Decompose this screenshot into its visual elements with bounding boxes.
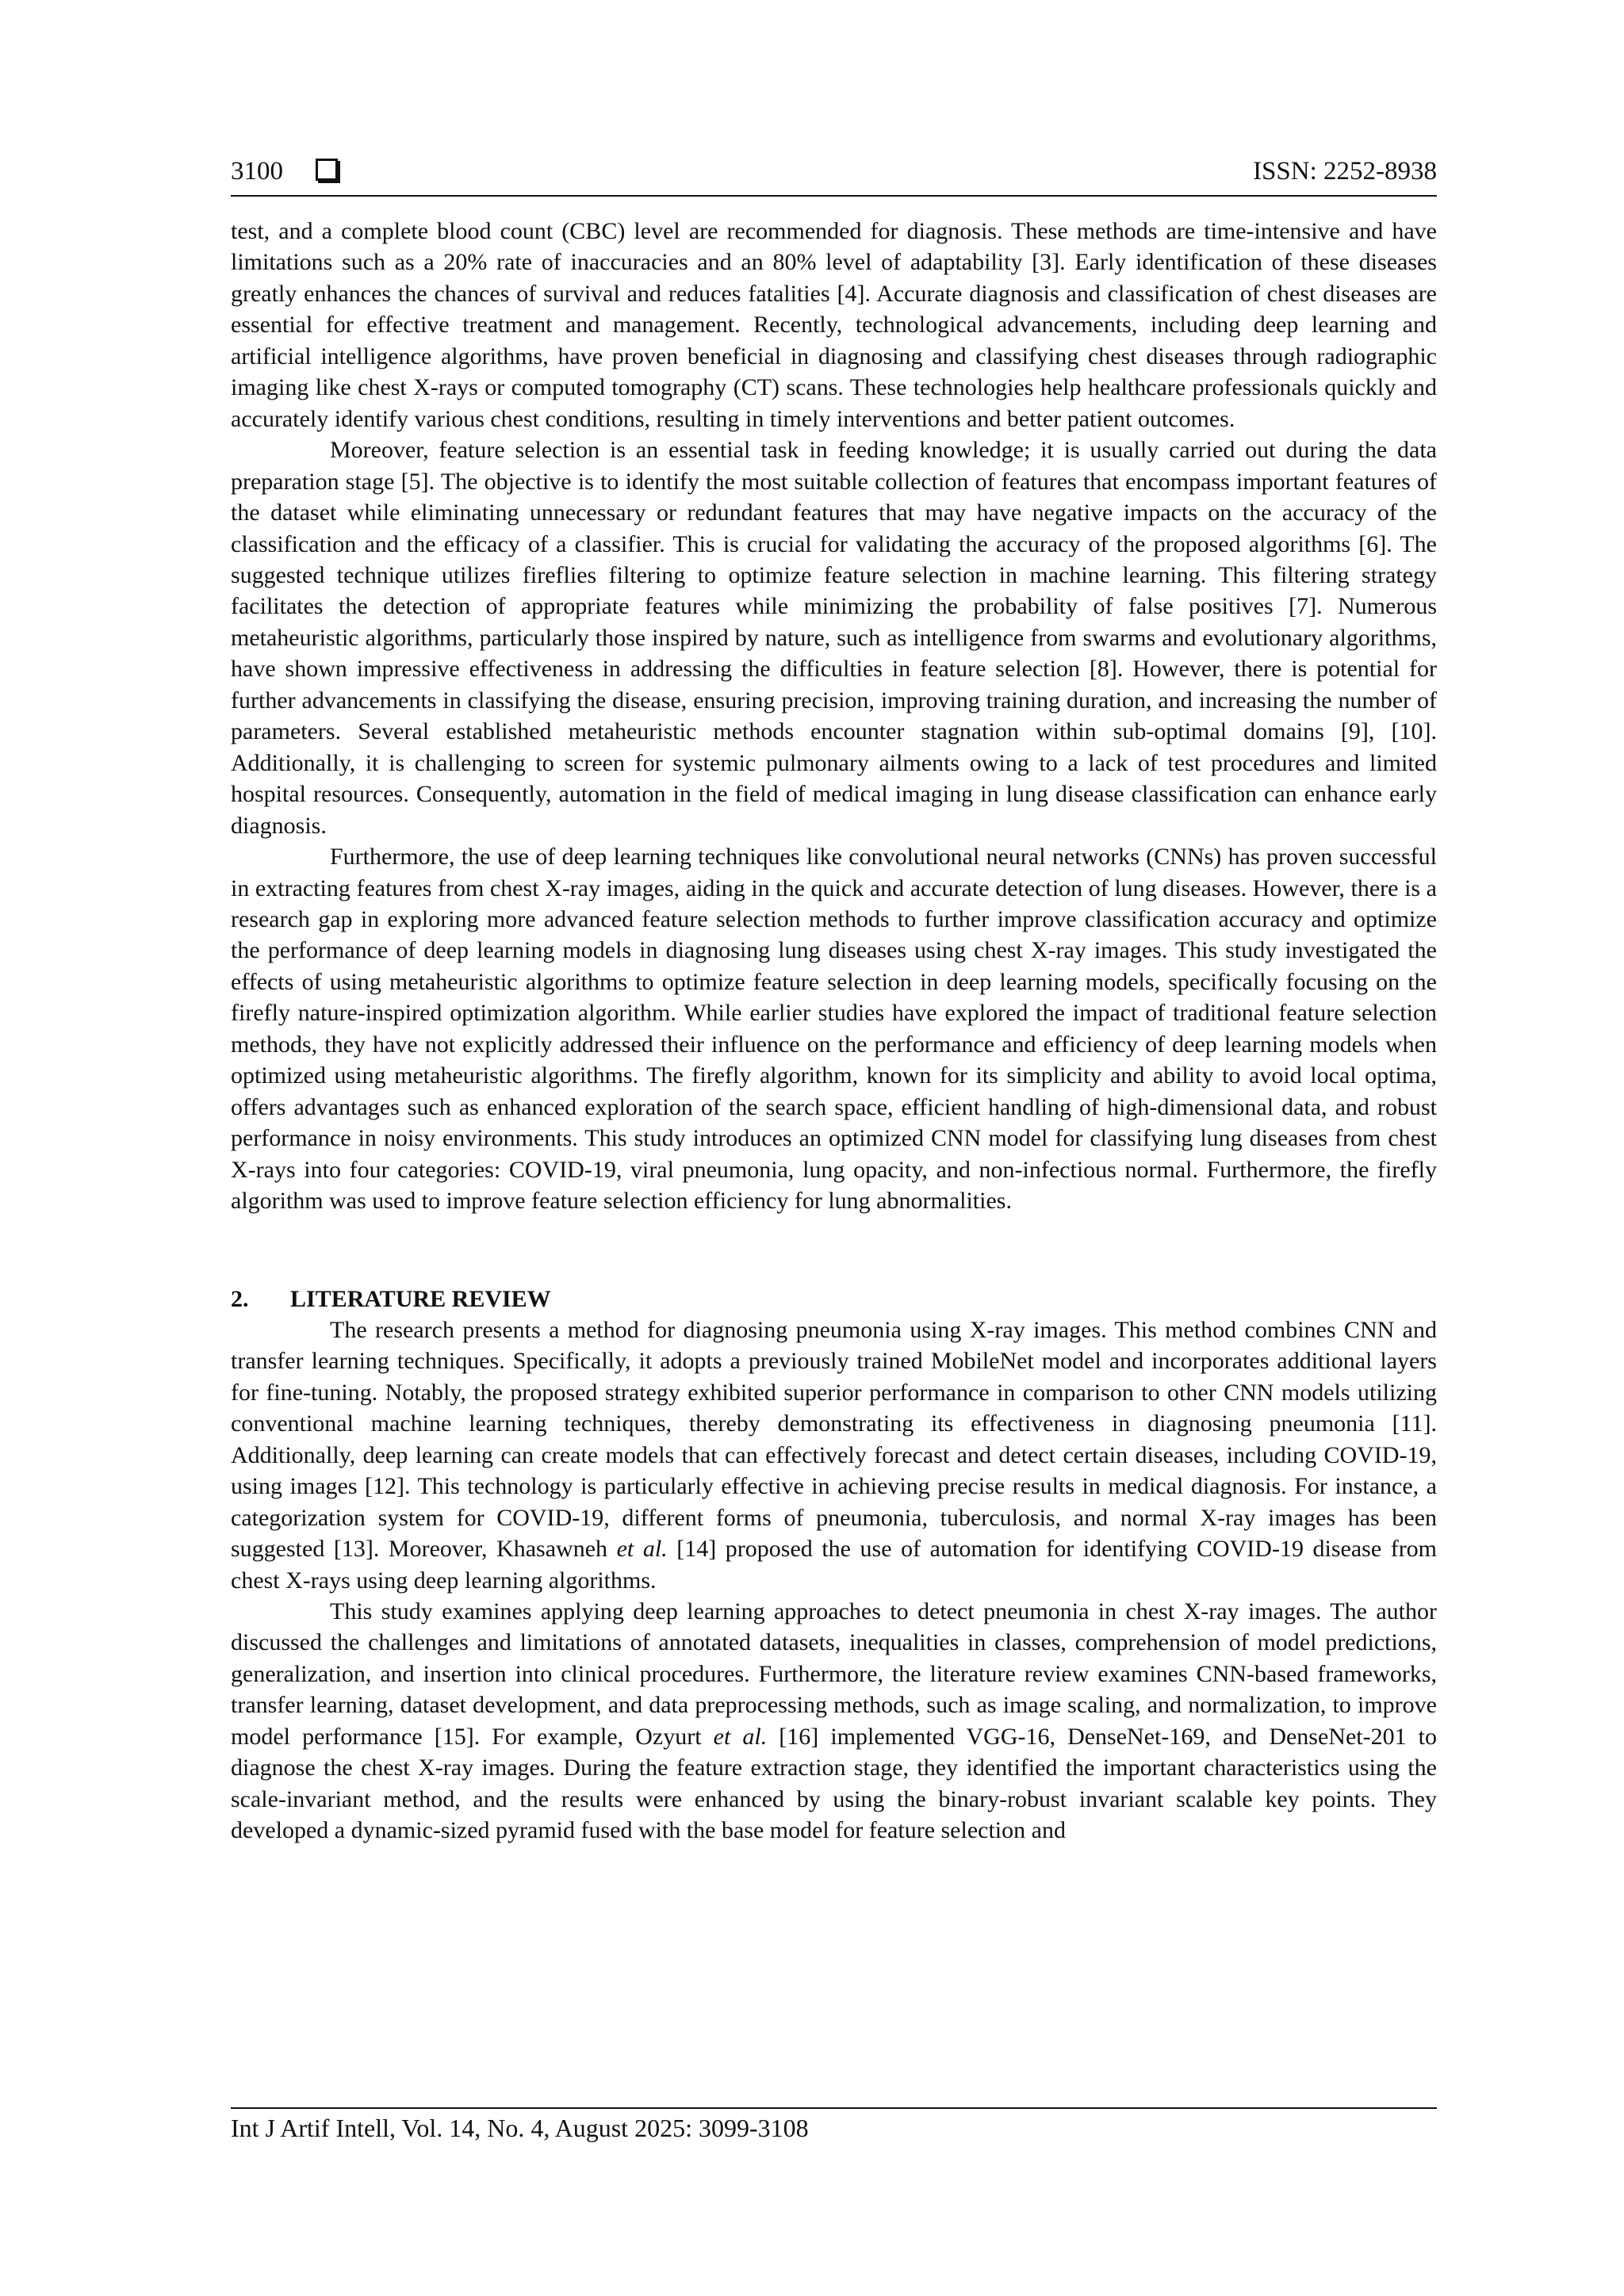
page-number: 3100 — [231, 157, 283, 186]
paragraph-4-text-a: The research presents a method for diagnosing pneumonia using X-ray images. This method combines CNN and transfer learning techniques. Specifically, it adopts a previously trained MobileNet model and incorporates additional layers for fine-tuning. Notably, the proposed strategy exhibited superior performance in comparison to other CNN models utilizing conventional machine learning techniques, thereby demonstrating its effectiveness in diagnosing pneumonia [11]. Additionally, deep learning can create models that can effectively forecast and detect certain diseases, including COVID-19, using images [12]. This technology is particularly effective in achieving precise results in medical diagnosis. For instance, a categorization system for COVID-19, different forms of pneumonia, tuberculosis, and normal X-ray images has been suggested [13]. Moreover, Khasawneh — [231, 1316, 1437, 1563]
footer-divider — [231, 2107, 1437, 2109]
paragraph-2: Moreover, feature selection is an essential task in feeding knowledge; it is usually carried out during the data preparation stage [5]. The objective is to identify the most suitable collection of features that encompass important features of the dataset while eliminating unnecessary or redundant features that may have negative impacts on the accuracy of the classification and the efficacy of a classifier. This is crucial for validating the accuracy of the proposed algorithms [6]. The suggested technique utilizes fireflies filtering to optimize feature selection in machine learning. This filtering strategy facilitates the detection of appropriate features while minimizing the probability of false positives [7]. Numerous metaheuristic algorithms, particularly those inspired by nature, such as intelligence from swarms and evolutionary algorithms, have shown impressive effectiveness in addressing the difficulties in feature selection [8]. However, there is potential for further advancements in classifying the disease, ensuring precision, improving training duration, and increasing the number of parameters. Several established metaheuristic methods encounter stagnation within sub-optimal domains [9], [10]. Additionally, it is challenging to screen for systemic pulmonary ailments owing to a lack of test procedures and limited hospital resources. Consequently, automation in the field of medical imaging in lung disease classification can enhance early diagnosis. — [231, 437, 1437, 839]
issn-label: ISSN: 2252-8938 — [1253, 157, 1437, 186]
section-title: LITERATURE REVIEW — [290, 1285, 551, 1312]
footer-citation: Int J Artif Intell, Vol. 14, No. 4, August 2025: 3099-3108 — [231, 2114, 809, 2142]
checkbox-icon — [316, 159, 338, 181]
page-header — [231, 155, 1437, 192]
paragraph-4 — [231, 1314, 1437, 1596]
paragraph-1: test, and a complete blood count (CBC) level are recommended for diagnosis. These methods are time-intensive and have limitations such as a 20% rate of inaccuracies and an 80% level of adaptability [3]. Early identification of these diseases greatly enhances the chances of survival and reduces fatalities [4]. Accurate diagnosis and classification of chest diseases are essential for effective treatment and management. Recently, technological advancements, including deep learning and artificial intelligence algorithms, have proven beneficial in diagnosing and classifying chest diseases through radiographic imaging like chest X-rays or computed tomography (CT) scans. These technologies help healthcare professionals quickly and accurately identify various chest conditions, resulting in timely interventions and better patient outcomes. — [231, 218, 1437, 432]
section-heading — [231, 1284, 1437, 1314]
main-text — [231, 216, 1437, 1846]
section-number: 2. — [231, 1285, 249, 1312]
paragraph-4-etal: et al. — [616, 1536, 668, 1563]
paragraph-5-text-b: [16] implemented VGG-16, DenseNet-169, and DenseNet-201 to diagnose the chest X-ray images. During the feature extraction stage, they identified the important characteristics using the scale-invariant method, and the results were enhanced by using the binary-robust invariant scalable key points. They developed a dynamic-sized pyramid fused with the base model for feature selection and — [231, 1723, 1438, 1844]
header-divider — [231, 195, 1437, 197]
paragraph-4-text-b: [14] proposed the use of automation for identifying COVID-19 disease from chest X-rays using deep learning algorithms. — [231, 1536, 1438, 1594]
paragraph-3: Furthermore, the use of deep learning techniques like convolutional neural networks (CNNs) has proven successful in extracting features from chest X-ray images, aiding in the quick and accurate detection of lung diseases. However, there is a research gap in exploring more advanced feature selection methods to further improve classification accuracy and optimize the performance of deep learning models in diagnosing lung diseases using chest X-ray images. This study investigated the effects of using metaheuristic algorithms to optimize feature selection in deep learning models, specifically focusing on the firefly nature-inspired optimization algorithm. While earlier studies have explored the impact of traditional feature selection methods, they have not explicitly addressed their influence on the performance and efficiency of deep learning models when optimized using metaheuristic algorithms. The firefly algorithm, known for its simplicity and ability to avoid local optima, offers advantages such as enhanced exploration of the search space, efficient handling of high-dimensional data, and robust performance in noisy environments. This study introduces an optimized CNN model for classifying lung diseases from chest X-rays into four categories: COVID-19, viral pneumonia, lung opacity, and non-infectious normal. Furthermore, the firefly algorithm was used to improve feature selection efficiency for lung abnormalities. — [231, 844, 1437, 1215]
paragraph-5-etal: et al. — [713, 1723, 768, 1750]
paragraph-5-text-a: This study examines applying deep learning approaches to detect pneumonia in chest X-ray images. The author discussed the challenges and limitations of annotated datasets, inequalities in classes, comprehension of model predictions, generalization, and insertion into clinical procedures. Furthermore, the literature review examines CNN-based frameworks, transfer learning, dataset development, and data preprocessing methods, such as image scaling, and normalization, to improve model performance [15]. For example, Ozyurt — [231, 1598, 1437, 1750]
paragraph-5 — [231, 1596, 1437, 1846]
